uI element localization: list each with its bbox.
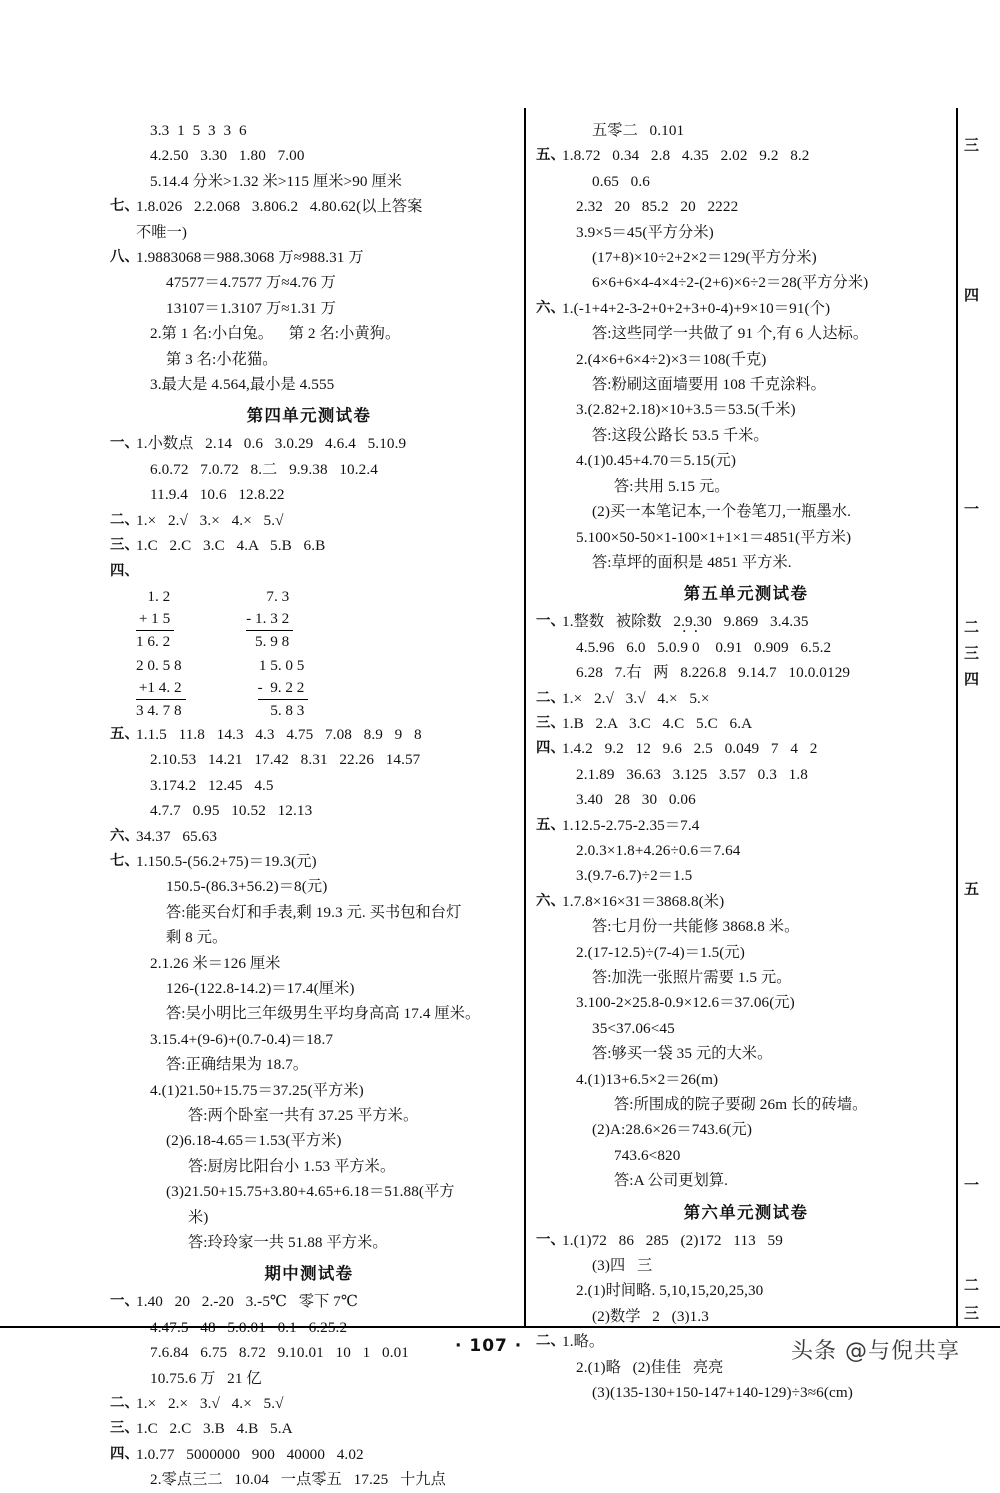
answer-line: [536, 448, 956, 473]
answer-text: 4.7.7 0.95 10.52 12.13: [150, 802, 313, 820]
answer-line: [536, 965, 956, 990]
answer-text: 1.8.026 2.2.068 3.806.2 4.80.62(以上答案: [136, 198, 423, 216]
answer-text: 6×6+6×4-4×4÷2-(2+6)×6÷2＝28(平方分米): [592, 274, 869, 292]
answer-line: [110, 270, 508, 295]
answer-text: 743.6<820: [614, 1146, 681, 1164]
answer-line: [536, 1228, 956, 1253]
edge-section-marker: 二: [964, 620, 980, 636]
section-marker: 四、: [536, 740, 565, 757]
answer-line: [536, 296, 956, 321]
answer-line: [536, 169, 956, 194]
section-marker: 八、: [110, 249, 139, 266]
answer-line: [536, 1253, 956, 1278]
answer-text: 1.(1)72 86 285 (2)172 113 59: [562, 1231, 783, 1249]
answer-line: [110, 431, 508, 456]
answer-line: [536, 838, 956, 863]
answer-line: [110, 1052, 508, 1077]
vcalc-result: 5. 9 8: [255, 632, 290, 650]
answer-text: 1.0.77 5000000 900 40000 4.02: [136, 1445, 364, 1463]
section-marker: 五、: [536, 816, 565, 833]
section-marker: 三、: [536, 714, 565, 731]
answer-text: (2)买一本笔记本,一个卷笔刀,一瓶墨水.: [592, 503, 852, 521]
answer-text: 2.10.53 14.21 17.42 8.31 22.26 14.57: [150, 751, 421, 769]
answer-text: 3.174.2 12.45 4.5: [150, 776, 274, 794]
vcalc-operand-top: 7. 3: [266, 587, 290, 605]
repeating-decimal-text: [562, 635, 956, 660]
section-marker: 六、: [110, 827, 139, 844]
answer-line: [110, 1027, 508, 1052]
answer-text: 答:加洗一张照片需要 1.5 元。: [592, 969, 792, 986]
answer-text: 1.7.8×16×31＝3868.8(米): [562, 892, 725, 910]
answer-line: [536, 1380, 956, 1405]
answer-line: [536, 813, 956, 838]
answer-text: 1.150.5-(56.2+75)＝19.3(元): [136, 852, 317, 870]
column-divider-center: [524, 108, 526, 1326]
answer-text: 第 3 名:小花猫。: [166, 350, 278, 368]
answer-line: [110, 457, 508, 482]
answer-text: 3.40 28 30 0.06: [576, 791, 696, 809]
section-marker: 五、: [536, 147, 565, 164]
edge-section-marker: 五: [964, 882, 980, 898]
repeating-digit: ˙ 9: [680, 639, 688, 656]
answer-text: 2.(1)略 (2)佳佳 亮亮: [576, 1358, 724, 1376]
answer-line: [110, 1205, 508, 1230]
unit4-lines-before-vcalc: [110, 431, 508, 583]
answer-line: [536, 940, 956, 965]
answer-text: 4.(1)13+6.5×2＝26(m): [576, 1070, 719, 1088]
answer-line: [110, 976, 508, 1001]
answer-line: [110, 824, 508, 849]
answer-line: [536, 1016, 956, 1041]
answer-line: [536, 1168, 956, 1193]
right-continued-block: [536, 118, 956, 575]
edge-column-fragments: [964, 118, 1000, 1338]
answer-text: 3.3 1 5 3 3 6: [150, 122, 247, 139]
section-marker: 三、: [110, 1420, 139, 1437]
answer-text: 答:厨房比阳台小 1.53 平方米。: [188, 1157, 396, 1175]
answer-line: [110, 849, 508, 874]
answer-line: [536, 762, 956, 787]
answer-line: [110, 1001, 508, 1026]
answer-line: [110, 321, 508, 346]
answer-line: [536, 990, 956, 1015]
answer-line: [110, 533, 508, 558]
right-column: [536, 118, 956, 1406]
vcalc-result: 3 4. 7 8: [136, 701, 182, 719]
answer-line: [536, 118, 956, 143]
section-marker: 七、: [110, 852, 139, 869]
answer-line: [536, 1041, 956, 1066]
section-title-unit6: 第六单元测试卷: [683, 1202, 809, 1222]
answer-text: 1.(-1+4+2-3-2+0+2+3+0-4)+9×10＝91(个): [562, 299, 831, 317]
answer-text: 1.小数点 2.14 0.6 3.0.29 4.6.4 5.10.9: [136, 435, 407, 453]
edge-section-marker: 四: [964, 672, 980, 688]
answer-line: [536, 143, 956, 168]
vcalc-operand-bottom: - 9. 2 2: [258, 677, 309, 700]
unit5-lines-a: [536, 609, 956, 634]
answer-line: [110, 1391, 508, 1416]
answer-line: [536, 863, 956, 888]
answer-text: 3.(2.82+2.18)×10+3.5＝53.5(千米): [576, 401, 796, 419]
section-marker: 六、: [536, 299, 565, 316]
answer-line: [536, 914, 956, 939]
answer-line: [110, 1078, 508, 1103]
answer-text: 1.× 2.√ 3.× 4.× 5.√: [136, 511, 284, 529]
vcalc-operand-bottom: + 1 5: [136, 608, 174, 631]
answer-text: 1.略。: [562, 1333, 605, 1351]
answer-text: 5.100×50-50×1-100×1+1×1＝4851(平方米): [576, 528, 852, 546]
section-title-unit4: 第四单元测试卷: [246, 406, 372, 426]
footer-rule: [0, 1326, 1000, 1328]
answer-text: 4.2.50 3.30 1.80 7.00: [150, 147, 305, 165]
answer-text: 3.9×5＝45(平方分米): [576, 223, 714, 241]
answer-line: [110, 559, 508, 584]
answer-text: 不唯一): [136, 223, 188, 241]
watermark-text: 头条 @与倪共享: [791, 1339, 960, 1364]
answer-text: 3.(9.7-6.7)÷2＝1.5: [576, 867, 693, 885]
answer-text: (3)四 三: [592, 1257, 653, 1275]
answer-text: 4.(1)0.45+4.70＝5.15(元): [576, 452, 737, 470]
answer-text: 3.15.4+(9-6)+(0.7-0.4)＝18.7: [150, 1030, 334, 1048]
answer-line: [536, 525, 956, 550]
answer-text: 答:够买一袋 35 元的大米。: [592, 1045, 773, 1063]
answer-line: [536, 736, 956, 761]
answer-text: 2.第 1 名:小白兔。 第 2 名:小黄狗。: [150, 325, 401, 343]
answer-text: 2.32 20 85.2 20 2222: [576, 198, 739, 216]
answer-text: (2)6.18-4.65＝1.53(平方米): [166, 1132, 342, 1150]
answer-line: [110, 169, 508, 194]
midterm-lines: [110, 1289, 508, 1492]
answer-text: 2.(1)时间略. 5,10,15,20,25,30: [576, 1282, 764, 1300]
answer-text: 答:吴小明比三年级男生平均身高高 17.4 厘米。: [166, 1005, 481, 1023]
answer-text: 13107＝1.3107 万≈1.31 万: [166, 299, 336, 317]
answer-text: 2.0.3×1.8+4.26÷0.6＝7.64: [576, 841, 741, 859]
answer-text: 答:粉刷这面墙要用 108 千克涂料。: [592, 376, 826, 394]
answer-text: 答:共用 5.15 元。: [614, 477, 730, 495]
answer-line: [536, 1067, 956, 1092]
answer-line: [536, 1092, 956, 1117]
answer-text: 米): [188, 1208, 209, 1226]
section-marker: 一、: [110, 1293, 139, 1310]
answer-line: [110, 220, 508, 245]
vertical-calculation: [258, 655, 309, 722]
answer-text: 1.C 2.C 3.C 4.A 5.B 6.B: [136, 537, 326, 555]
answer-line: [536, 270, 956, 295]
answer-text: (3)21.50+15.75+3.80+4.65+6.18＝51.88(平方: [166, 1183, 455, 1201]
answer-text: 4.(1)21.50+15.75＝37.25(平方米): [150, 1081, 364, 1099]
answer-text: 剩 8 元。: [166, 929, 228, 947]
vertical-calculation: [136, 586, 174, 653]
answer-line: [110, 1154, 508, 1179]
answer-line: [110, 798, 508, 823]
answer-text: 1.1.5 11.8 14.3 4.3 4.75 7.08 8.9 9 8: [136, 725, 422, 743]
answer-line: [536, 245, 956, 270]
answer-text: 6.0.72 7.0.72 8.二 9.9.38 10.2.4: [150, 460, 378, 478]
edge-section-marker: 四: [964, 288, 980, 304]
answer-line: [110, 1179, 508, 1204]
answer-line: [536, 194, 956, 219]
vcalc-operand-bottom: - 1. 3 2: [246, 608, 293, 631]
answer-text: 1.C 2.C 3.B 4.B 5.A: [136, 1420, 293, 1438]
answer-text: (2)数学 2 (3)1.3: [592, 1307, 709, 1325]
answer-text: 答:玲玲家一共 51.88 平方米。: [188, 1234, 388, 1252]
answer-text: 2.(4×6+6×4÷2)×3＝108(千克): [576, 350, 767, 368]
answer-line: [110, 1467, 508, 1492]
answer-line: [110, 722, 508, 747]
answer-line: [110, 143, 508, 168]
answer-text: 1.× 2.√ 3.√ 4.× 5.×: [562, 689, 710, 707]
answer-line: [536, 372, 956, 397]
section-marker: 四、: [110, 1445, 139, 1462]
vcalc-operand-bottom: +1 4. 2: [136, 677, 186, 700]
answer-line: [110, 773, 508, 798]
section-marker: 一、: [536, 613, 565, 630]
repeating-suffix: 0.91 0.909 6.5.2: [703, 638, 832, 656]
answer-text: 答:草坪的面积是 4851 平方米.: [592, 553, 792, 571]
answer-text: 答:A 公司更划算.: [614, 1172, 729, 1190]
edge-section-marker: 一: [964, 502, 980, 518]
answer-text: 47577＝4.7577 万≈4.76 万: [166, 274, 336, 292]
answer-line: [536, 550, 956, 575]
answer-text: 11.9.4 10.6 12.8.22: [150, 486, 285, 504]
answer-text: 答:两个卧室一共有 37.25 平方米。: [188, 1107, 419, 1124]
answer-line: [110, 1128, 508, 1153]
answer-text: 五零二 0.101: [592, 122, 685, 139]
repeating-digits: [680, 639, 703, 656]
unit4-lines-after-vcalc: [110, 722, 508, 1256]
answer-line: [110, 951, 508, 976]
answer-text: 1.8.72 0.34 2.8 4.35 2.02 9.2 8.2: [562, 147, 810, 165]
answer-text: 1.× 2.× 3.√ 4.× 5.√: [136, 1395, 284, 1413]
answer-line: [536, 660, 956, 685]
section-marker: 七、: [110, 198, 139, 215]
section-marker: 三、: [110, 537, 139, 554]
vcalc-result: 5. 8 3: [270, 701, 305, 719]
answer-line: [110, 347, 508, 372]
section-marker: 四、: [110, 562, 139, 579]
repeating-digit: ˙ 0: [692, 639, 700, 656]
section-marker: 五、: [110, 725, 139, 742]
answer-text: 126-(122.8-14.2)＝17.4(厘米): [166, 979, 355, 997]
answer-line: [536, 423, 956, 448]
answer-line: [110, 900, 508, 925]
answer-text: 2.1.89 36.63 3.125 3.57 0.3 1.8: [576, 765, 808, 783]
section-marker: 一、: [110, 435, 139, 452]
answer-text: 6.28 7.右 两 8.226.8 9.14.7 10.0.0129: [576, 664, 851, 682]
answer-text: 3.最大是 4.564,最小是 4.555: [150, 376, 335, 394]
answer-text: (2)A:28.6×26＝743.6(元): [592, 1121, 752, 1139]
answer-line: [110, 194, 508, 219]
answer-line: [536, 889, 956, 914]
vcalc-operand-top: 2 0. 5 8: [136, 656, 182, 674]
answer-line: [536, 397, 956, 422]
answer-text: 1.9883068＝988.3068 万≈988.31 万: [136, 249, 364, 267]
answer-line: [536, 1117, 956, 1142]
answer-text: (17+8)×10÷2+2×2＝129(平方分米): [592, 249, 817, 267]
answer-line: [110, 296, 508, 321]
vertical-calc-row: [110, 655, 508, 722]
answer-line: [110, 1230, 508, 1255]
edge-section-marker: 三: [964, 646, 980, 662]
answer-text: 3.100-2×25.8-0.9×12.6＝37.06(元): [576, 994, 795, 1012]
answer-text: 答:这段公路长 53.5 千米。: [592, 426, 769, 444]
answer-line: [110, 118, 508, 143]
answer-text: 150.5-(86.3+56.2)＝8(元): [166, 878, 328, 896]
answer-line: [110, 482, 508, 507]
edge-section-marker: 三: [964, 1306, 980, 1322]
answer-line: [110, 508, 508, 533]
answer-text: 答:能买台灯和手表,剩 19.3 元. 买书包和台灯: [166, 903, 462, 921]
section-title-unit5: 第五单元测试卷: [683, 584, 809, 604]
answer-text: 1.40 20 2.-20 3.-5℃ 零下 7℃: [136, 1293, 359, 1311]
answer-line: [536, 711, 956, 736]
answer-line: [536, 686, 956, 711]
page-footer: [0, 1336, 1000, 1376]
vcalc-operand-top: 1 5. 0 5: [258, 656, 305, 674]
unit5-repeating-decimal-line: [536, 635, 956, 660]
answer-text: 1.B 2.A 3.C 4.C 5.C 6.A: [562, 714, 753, 732]
answer-text: 答:正确结果为 18.7。: [166, 1056, 309, 1074]
edge-section-marker: 二: [964, 1278, 980, 1294]
left-column: [110, 118, 508, 1493]
answer-line: [536, 321, 956, 346]
answer-text: 答:七月份一共能修 3868.8 米。: [592, 918, 800, 936]
answer-line: [536, 609, 956, 634]
vcalc-result: 1 6. 2: [136, 632, 171, 650]
answer-line: [110, 747, 508, 772]
section-marker: 一、: [536, 1231, 565, 1248]
vertical-calc-row: [110, 586, 508, 653]
answer-line: [110, 874, 508, 899]
answer-text: 2.1.26 米＝126 厘米: [150, 954, 281, 972]
answer-text: 2.零点三二 10.04 一点零五 17.25 十九点: [150, 1471, 446, 1489]
answer-text: 1.整数 被除数 2.9.30 9.869 3.4.35: [562, 613, 809, 631]
answer-line: [110, 372, 508, 397]
answer-line: [110, 1416, 508, 1441]
section-title-midterm: 期中测试卷: [264, 1264, 354, 1284]
unit4-vertical-calcs: [110, 586, 508, 722]
edge-section-marker: 一: [964, 1178, 980, 1194]
section-marker: 二、: [536, 689, 565, 706]
section-marker: 六、: [536, 892, 565, 909]
answer-line: [536, 347, 956, 372]
answer-text: 1.4.2 9.2 12 9.6 2.5 0.049 7 4 2: [562, 740, 818, 758]
unit6-lines: [536, 1228, 956, 1406]
section-marker: 二、: [536, 1333, 565, 1350]
page-number: · 107 ·: [455, 1336, 523, 1356]
answer-text: 7.6.84 6.75 8.72 9.10.01 10 1 0.01: [150, 1344, 409, 1362]
answer-line: [536, 1278, 956, 1303]
answer-line: [110, 1442, 508, 1467]
answer-text: 10.75.6 万 21 亿: [150, 1369, 262, 1387]
answer-text: 0.65 0.6: [592, 172, 650, 190]
answer-line: [536, 787, 956, 812]
vertical-calculation: [246, 586, 293, 653]
column-divider-right: [956, 108, 958, 1326]
vcalc-operand-top: 1. 2: [147, 587, 171, 605]
left-continued-block: [110, 118, 508, 397]
answer-line: [110, 245, 508, 270]
answer-text: 5.14.4 分米>1.32 米>115 厘米>90 厘米: [150, 172, 403, 190]
vertical-calculation: [136, 655, 186, 722]
answer-text: 1.12.5-2.75-2.35＝7.4: [562, 816, 700, 834]
repeating-prefix: 4.5.96 6.0 5.0.: [576, 638, 681, 656]
answer-line: [110, 925, 508, 950]
answer-text: 2.(17-12.5)÷(7-4)＝1.5(元): [576, 943, 745, 961]
answer-line: [110, 1289, 508, 1314]
section-marker: 二、: [110, 1395, 139, 1412]
answer-line: [536, 499, 956, 524]
section-marker: 二、: [110, 511, 139, 528]
answer-line: [536, 220, 956, 245]
answer-text: 35<37.06<45: [592, 1019, 675, 1037]
answer-line: [536, 474, 956, 499]
answer-text: (3)(135-130+150-147+140-129)÷3≈6(cm): [592, 1384, 853, 1402]
answer-text: 答:这些同学一共做了 91 个,有 6 人达标。: [592, 325, 869, 343]
answer-line: [110, 1103, 508, 1128]
edge-section-marker: 三: [964, 138, 980, 154]
answer-text: 答:所围成的院子要砌 26m 长的砖墙。: [614, 1096, 868, 1114]
answer-line: [536, 1143, 956, 1168]
unit5-lines-b: [536, 660, 956, 1194]
answer-text: 34.37 65.63: [136, 827, 218, 845]
